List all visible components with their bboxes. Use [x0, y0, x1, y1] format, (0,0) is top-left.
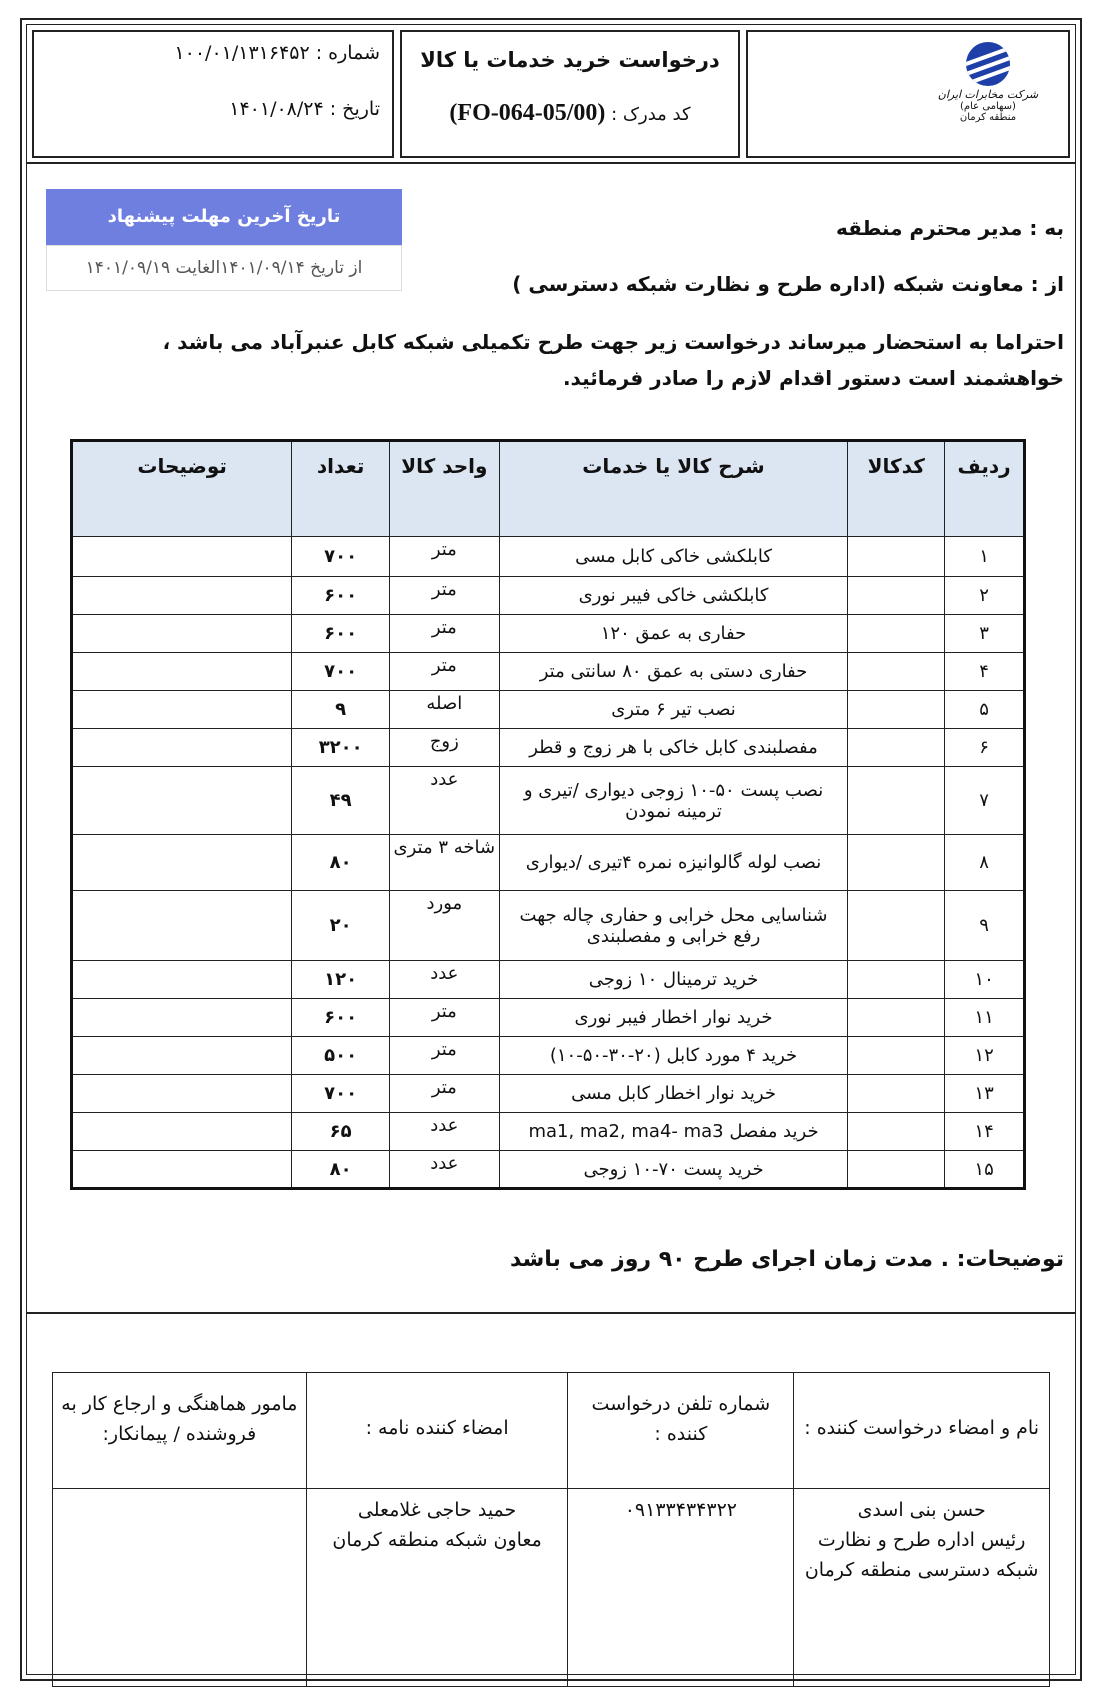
cell-row: ۱۳ [945, 1075, 1025, 1113]
cell-desc: خرید ترمینال ۱۰ زوجی [499, 961, 848, 999]
letter-date: تاریخ : ۱۴۰۱/۰۸/۲۴ [229, 98, 380, 120]
table-row [72, 1151, 1025, 1189]
notes-divider [26, 1312, 1076, 1314]
cell-desc: خرید نوار اخطار فیبر نوری [499, 999, 848, 1037]
cell-code [848, 729, 945, 767]
table-row [72, 1113, 1025, 1151]
doc-code-label: کد مدرک : [611, 104, 691, 125]
signature-table [52, 1372, 1050, 1687]
cell-qty: ۶۰۰ [292, 615, 390, 653]
requester-phone: ۰۹۱۳۳۴۳۴۳۲۲ [624, 1499, 737, 1521]
cell-qty: ۲۰ [292, 891, 390, 961]
col-qty: تعداد [292, 441, 390, 537]
cell-qty: ۶۰۰ [292, 577, 390, 615]
cell-unit: متر [390, 1037, 500, 1075]
cell-unit: متر [390, 999, 500, 1037]
cell-row: ۱۱ [945, 999, 1025, 1037]
signer-title: معاون شبکه منطقه کرمان [332, 1529, 542, 1551]
document-title: درخواست خرید خدمات یا کالا [420, 48, 720, 72]
cell-desc: خرید ۴ مورد کابل (۲۰-۳۰-۵۰-۱۰) [499, 1037, 848, 1075]
cell-code [848, 577, 945, 615]
cell-notes [72, 615, 292, 653]
col-desc: شرح کالا یا خدمات [499, 441, 848, 537]
company-logo [928, 42, 1048, 123]
cell-desc: خرید مفصل ma1, ma2, ma4- ma3 [499, 1113, 848, 1151]
table-row [72, 999, 1025, 1037]
cell-row: ۱۴ [945, 1113, 1025, 1151]
cell-code [848, 537, 945, 577]
cell-notes [72, 577, 292, 615]
table-row [72, 537, 1025, 577]
cell-qty: ۶۵ [292, 1113, 390, 1151]
table-row [72, 729, 1025, 767]
cell-unit: متر [390, 615, 500, 653]
cell-code [848, 653, 945, 691]
doc-code-line [402, 100, 738, 127]
cell-notes [72, 729, 292, 767]
cell-desc: حفاری به عمق ۱۲۰ [499, 615, 848, 653]
cell-unit: اصله [390, 691, 500, 729]
cell-qty: ۶۰۰ [292, 999, 390, 1037]
cell-row: ۵ [945, 691, 1025, 729]
cell-qty: ۷۰۰ [292, 653, 390, 691]
cell-notes [72, 1151, 292, 1189]
signature-value-row [53, 1489, 1050, 1687]
letter-body: احتراما به استحضار میرساند درخواست زیر جهت طرح تکمیلی شبکه کابل عنبرآباد می باشد ، خواهشمند است دستور اقدام لازم را صادر فرمائید. [162, 330, 1064, 390]
cell-unit: عدد [390, 1113, 500, 1151]
cell-qty: ۳۲۰۰ [292, 729, 390, 767]
cell-row: ۴ [945, 653, 1025, 691]
requester-label: نام و امضاء درخواست کننده : [794, 1373, 1050, 1489]
notes-line: توضیحات: . مدت زمان اجرای طرح ۹۰ روز می باشد [509, 1247, 1064, 1272]
letter-number: شماره : ۱۰۰/۰۱/۱۳۱۶۴۵۲ [174, 42, 380, 64]
cell-notes [72, 961, 292, 999]
letter-to: به : مدیر محترم منطقه [836, 216, 1064, 240]
cell-notes [72, 537, 292, 577]
cell-desc: نصب پست ۵۰-۱۰ زوجی دیواری /تیری و ترمینه نمودن [499, 767, 848, 835]
deadline-range: از تاریخ ۱۴۰۱/۰۹/۱۴الغایت ۱۴۰۱/۰۹/۱۹ [46, 245, 402, 291]
cell-unit: مورد [390, 891, 500, 961]
cell-notes [72, 1113, 292, 1151]
table-row [72, 1075, 1025, 1113]
table-row [72, 653, 1025, 691]
requester-cell [794, 1489, 1050, 1687]
cell-row: ۱۵ [945, 1151, 1025, 1189]
cell-desc: کابلکشی خاکی کابل مسی [499, 537, 848, 577]
title-box [400, 30, 740, 158]
cell-row: ۷ [945, 767, 1025, 835]
signer-cell [306, 1489, 568, 1687]
cell-notes [72, 691, 292, 729]
cell-qty: ۱۲۰ [292, 961, 390, 999]
cell-code [848, 1037, 945, 1075]
cell-code [848, 1113, 945, 1151]
col-code: کدکالا [848, 441, 945, 537]
cell-desc: کابلکشی خاکی فیبر نوری [499, 577, 848, 615]
cell-code [848, 615, 945, 653]
cell-row: ۹ [945, 891, 1025, 961]
logo-subtitle: (سهامی عام) [960, 101, 1016, 112]
logo-region: منطقه کرمان [959, 112, 1017, 123]
cell-qty: ۹ [292, 691, 390, 729]
cell-unit: زوج [390, 729, 500, 767]
doc-code: (FO-064-05/00) [449, 100, 606, 126]
table-row [72, 767, 1025, 835]
table-row [72, 891, 1025, 961]
cell-desc: شناسایی محل خرابی و حفاری چاله جهت رفع خرابی و مفصلبندی [499, 891, 848, 961]
table-row [72, 615, 1025, 653]
logo-company: شرکت مخابرات ایران [937, 88, 1039, 101]
cell-desc: نصب لوله گالوانیزه نمره ۴تیری /دیواری [499, 835, 848, 891]
col-notes: توضیحات [72, 441, 292, 537]
cell-desc: حفاری دستی به عمق ۸۰ سانتی متر [499, 653, 848, 691]
cell-qty: ۷۰۰ [292, 537, 390, 577]
cell-notes [72, 767, 292, 835]
phone-label: شماره تلفن درخواست کننده : [568, 1373, 794, 1489]
cell-unit: عدد [390, 961, 500, 999]
document-header [26, 24, 1076, 162]
table-row [72, 835, 1025, 891]
cell-code [848, 999, 945, 1037]
cell-unit: عدد [390, 1151, 500, 1189]
col-row: ردیف [945, 441, 1025, 537]
cell-code [848, 1151, 945, 1189]
cell-row: ۳ [945, 615, 1025, 653]
cell-code [848, 835, 945, 891]
cell-code [848, 891, 945, 961]
cell-qty: ۴۹ [292, 767, 390, 835]
cell-row: ۲ [945, 577, 1025, 615]
items-header-row [72, 441, 1025, 537]
cell-code [848, 767, 945, 835]
cell-unit: متر [390, 1075, 500, 1113]
cell-desc: نصب تیر ۶ متری [499, 691, 848, 729]
cell-code [848, 1075, 945, 1113]
items-table [70, 439, 1026, 1190]
cell-row: ۱۲ [945, 1037, 1025, 1075]
cell-code [848, 691, 945, 729]
cell-unit: متر [390, 537, 500, 577]
header-divider [26, 162, 1076, 164]
col-unit: واحد کالا [390, 441, 500, 537]
cell-qty: ۷۰۰ [292, 1075, 390, 1113]
cell-row: ۸ [945, 835, 1025, 891]
cell-row: ۱ [945, 537, 1025, 577]
signer-label: امضاء کننده نامه : [306, 1373, 568, 1489]
deadline-title: تاریخ آخرین مهلت پیشنهاد [46, 189, 402, 245]
tci-logo-icon [966, 42, 1010, 86]
table-row [72, 961, 1025, 999]
cell-row: ۱۰ [945, 961, 1025, 999]
signer-name: حمید حاجی غلامعلی [357, 1499, 517, 1521]
cell-row: ۶ [945, 729, 1025, 767]
table-row [72, 1037, 1025, 1075]
requester-name: حسن بنی اسدی [857, 1499, 986, 1521]
logo-box [746, 30, 1070, 158]
cell-notes [72, 999, 292, 1037]
cell-notes [72, 653, 292, 691]
cell-qty: ۸۰ [292, 1151, 390, 1189]
cell-notes [72, 1075, 292, 1113]
table-row [72, 691, 1025, 729]
phone-cell [568, 1489, 794, 1687]
cell-unit: متر [390, 653, 500, 691]
cell-code [848, 961, 945, 999]
cell-qty: ۸۰ [292, 835, 390, 891]
cell-notes [72, 891, 292, 961]
cell-unit: شاخه ۳ متری [390, 835, 500, 891]
cell-desc: مفصلبندی کابل خاکی با هر زوج و قطر [499, 729, 848, 767]
cell-unit: عدد [390, 767, 500, 835]
letter-from: از : معاونت شبکه (اداره طرح و نظارت شبکه دسترسی ) [512, 272, 1064, 296]
coordinator-cell [53, 1489, 307, 1687]
cell-unit: متر [390, 577, 500, 615]
table-row [72, 577, 1025, 615]
coordinator-label: مامور هماهنگی و ارجاع کار به فروشنده / پیمانکار: [53, 1373, 307, 1489]
requester-title: رئیس اداره طرح و نظارت شبکه دسترسی منطقه کرمان [804, 1529, 1039, 1581]
signature-label-row [53, 1373, 1050, 1489]
cell-notes [72, 835, 292, 891]
cell-desc: خرید پست ۷۰-۱۰ زوجی [499, 1151, 848, 1189]
number-date-box [32, 30, 394, 158]
cell-notes [72, 1037, 292, 1075]
cell-qty: ۵۰۰ [292, 1037, 390, 1075]
cell-desc: خرید نوار اخطار کابل مسی [499, 1075, 848, 1113]
